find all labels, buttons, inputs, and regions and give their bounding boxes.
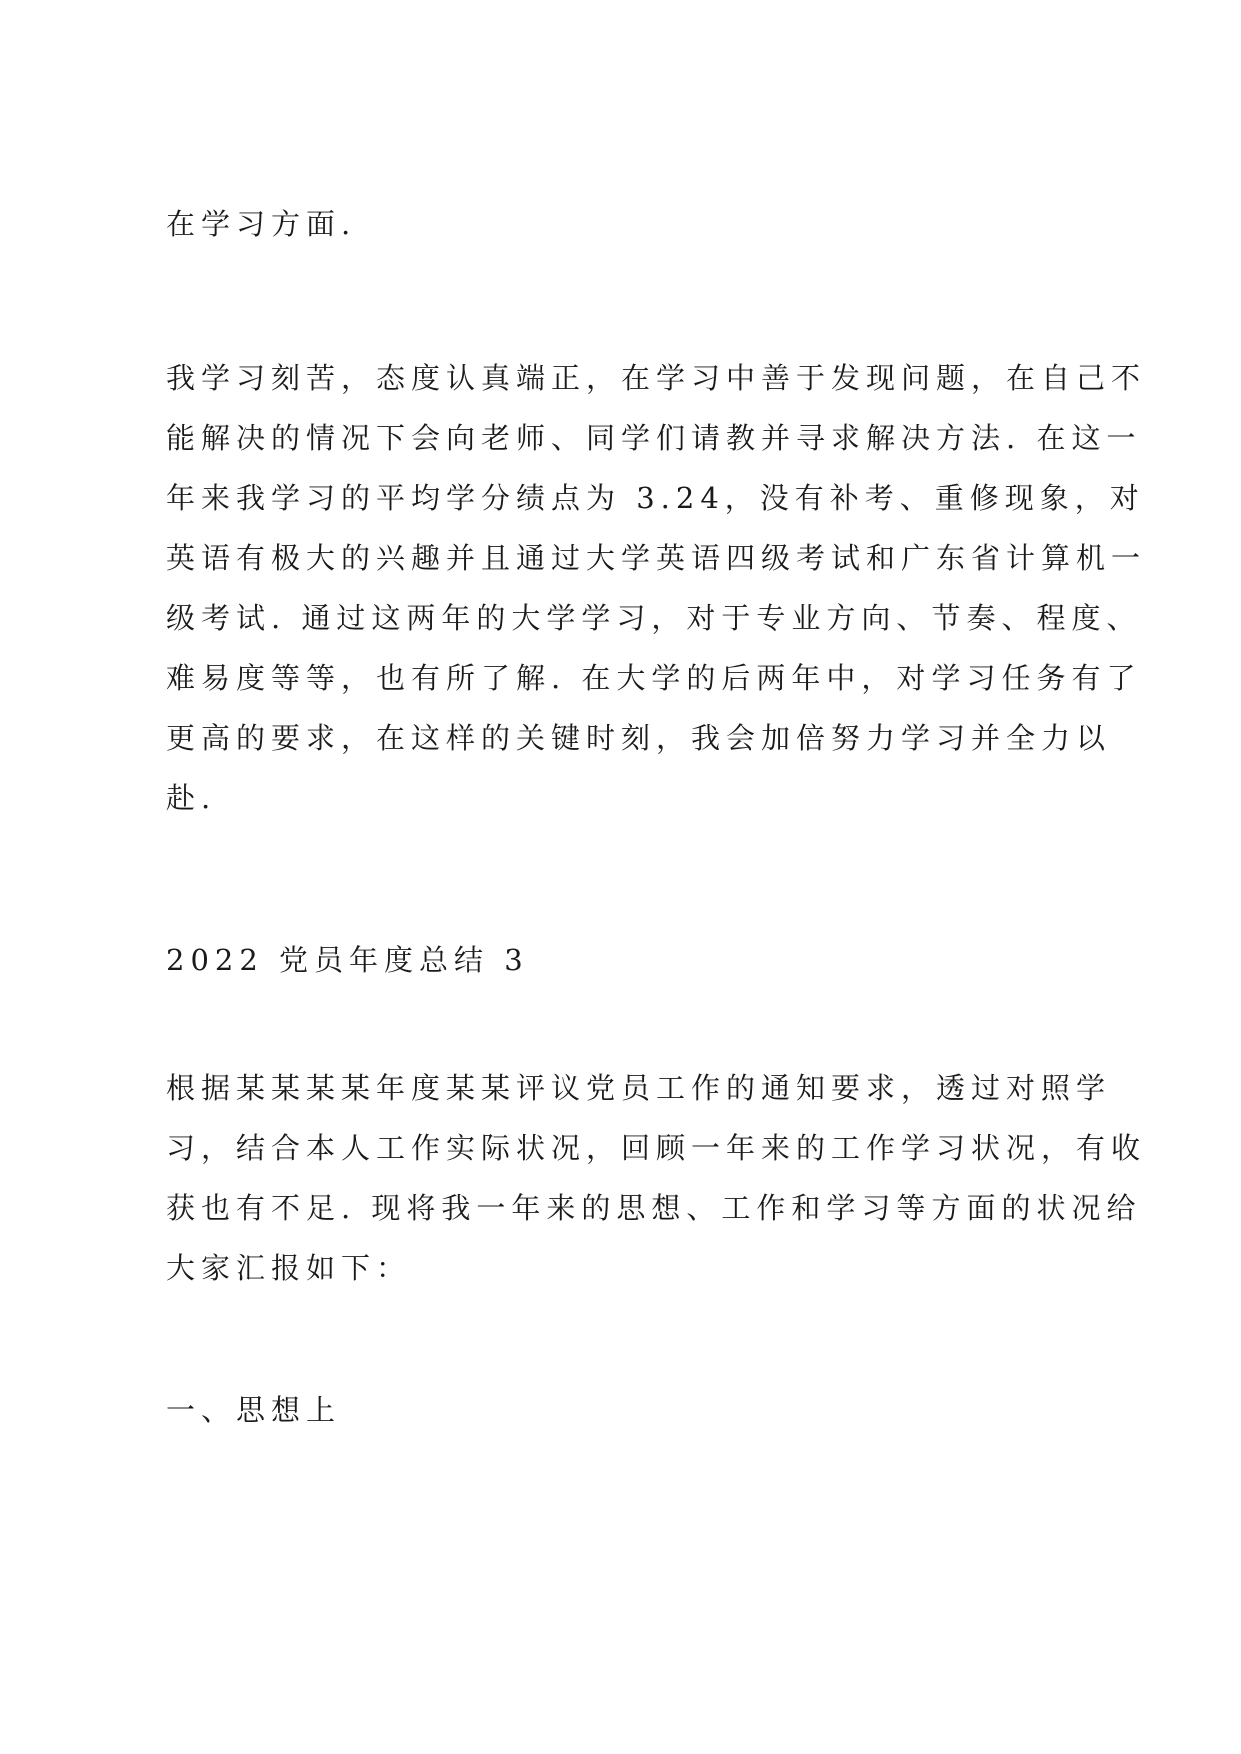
text-line: 能解决的情况下会向老师、同学们请教并寻求解决方法. 在这一 [166, 421, 1142, 455]
text-line: 习，结合本人工作实际状况，回顾一年来的工作学习状况，有收 [166, 1131, 1147, 1165]
text-line: 年来我学习的平均学分绩点为 3.24，没有补考、重修现象，对 [166, 481, 1145, 515]
text-line: 难易度等等，也有所了解. 在大学的后两年中，对学习任务有了 [166, 661, 1142, 695]
subsection-text: 一、思想上 [166, 1393, 342, 1427]
paragraph-study-aspect [166, 194, 1096, 254]
text-line: 获也有不足. 现将我一年来的思想、工作和学习等方面的状况给 [166, 1191, 1142, 1225]
text-line: 赴. [166, 781, 217, 815]
text-line: 大家汇报如下： [166, 1251, 412, 1285]
text-line: 在学习方面. [166, 207, 357, 241]
paragraph-intro [166, 1058, 1147, 1298]
paragraph-study-details [166, 348, 1147, 828]
text-line: 级考试. 通过这两年的大学学习，对于专业方向、节奏、程度、 [166, 601, 1142, 635]
text-line: 我学习刻苦，态度认真端正，在学习中善于发现问题，在自己不 [166, 361, 1147, 395]
text-line: 根据某某某某年度某某评议党员工作的通知要求，透过对照学 [166, 1071, 1112, 1105]
heading-text: 2022 党员年度总结 3 [166, 943, 529, 977]
section-heading [166, 930, 1096, 990]
text-line: 更高的要求，在这样的关键时刻，我会加倍努力学习并全力以 [166, 721, 1112, 755]
subsection-heading [166, 1380, 1096, 1440]
text-line: 英语有极大的兴趣并且通过大学英语四级考试和广东省计算机一 [166, 541, 1147, 575]
